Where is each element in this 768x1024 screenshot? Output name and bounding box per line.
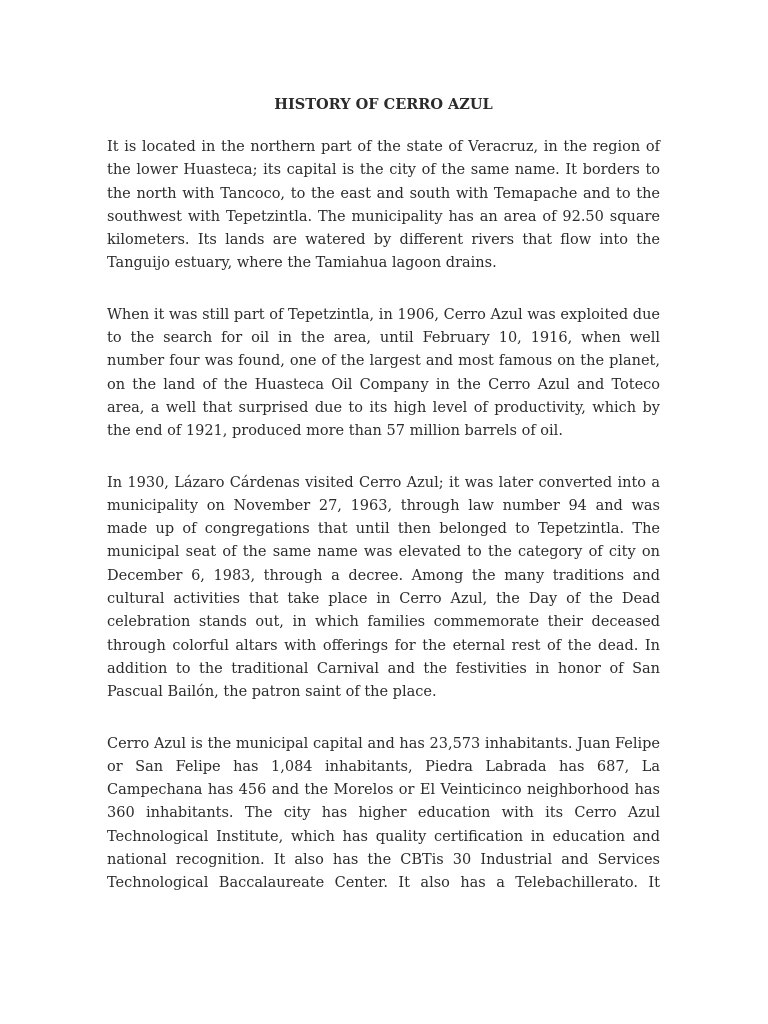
paragraph-municipality-traditions: In 1930, Lázaro Cárdenas visited Cerro Azul; it was later converted into a municipality on November 27, 1963, through law number 94 and was made up of congregations that until then belonged to Tepetzintla. The municipal seat of the same name was elevated to the category of city on December 6, 1983, through a decree. Among the many traditions and cultural activities that take place in Cerro Azul, the Day of the Dead celebration stands out, in which families commemorate their deceased through colorful altars with offerings for the eternal rest of the dead. In addition to the traditional Carnival and the festivities in honor of San Pascual Bailón, the patron saint of the place. (107, 474, 660, 701)
paragraph-population-education: Cerro Azul is the municipal capital and has 23,573 inhabitants. Juan Felipe or San Felipe has 1,084 inhabitants, Piedra Labrada has 687, La Campechana has 456 and the Morelos or El Veinticinco neighborhood has 360 inhabitants. The city has higher education with its Cerro Azul Technological Institute, which has quality certification in education and national recognition. It also has the CBTis 30 Industrial and Services Technological Baccalaureate Center. It also has a Telebachillerato. It (107, 735, 660, 892)
paragraph-location: It is located in the northern part of the state of Veracruz, in the region of the lower Huasteca; its capital is the city of the same name. It borders to the north with Tancoco, to the east and south with Temapache and to the southwest with Tepetzintla. The municipality has an area of 92.50 square kilometers. Its lands are watered by different rivers that flow into the Tanguijo estuary, where the Tamiahua lagoon drains. (107, 139, 660, 272)
document-title: HISTORY OF CERRO AZUL (274, 96, 493, 113)
paragraph-oil-history: When it was still part of Tepetzintla, in 1906, Cerro Azul was exploited due to the search for oil in the area, until February 10, 1916, when well number four was found, one of the largest and most famous on the planet, on the land of the Huasteca Oil Company in the Cerro Azul and Toteco area, a well that surprised due to its high level of productivity, which by the end of 1921, produced more than 57 million barrels of oil. (107, 306, 660, 440)
document-page (107, 95, 660, 896)
